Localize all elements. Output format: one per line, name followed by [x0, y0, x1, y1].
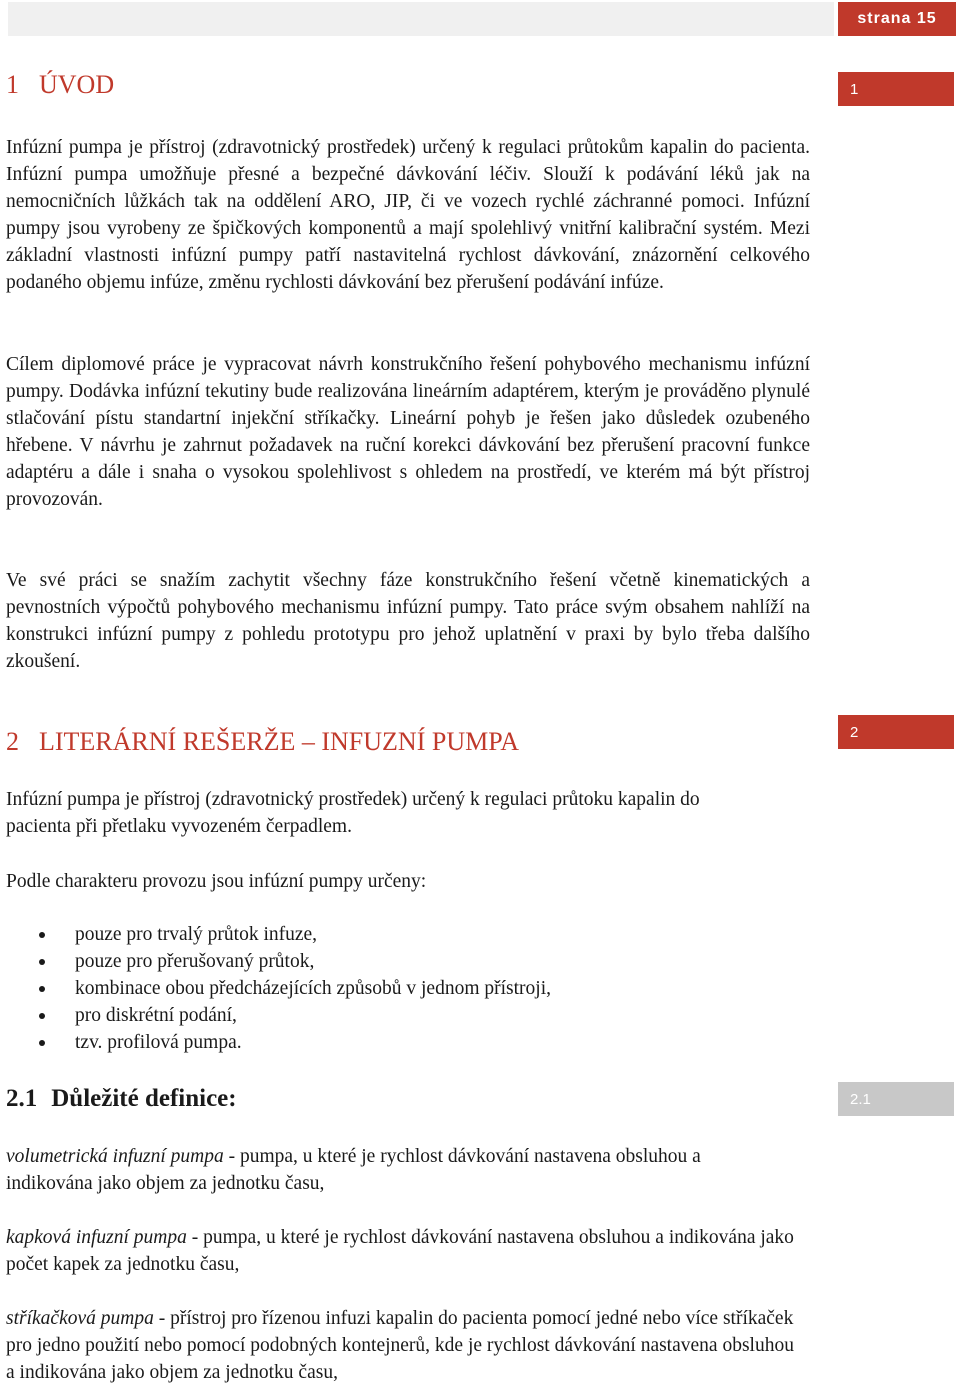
bullet-icon — [39, 959, 45, 965]
paragraph: Infúzní pumpa je přístroj (zdravotnický prostředek) určený k regulaci průtokům kapalin do pacienta. Infúzní pumpa umožňuje přesné a bezpečné dávkování léčiv. Slouží k podávání léků jak na nemocničních lůžkách tak na oddělení ARO, JIP, či ve vozech rychlé záchranné pomoci. Infúzní pumpy jsou vyrobeny ze špičkových komponentů a mají spolehlivý vnitřní kalibrační systém. Mezi základní vlastnosti infúzní pumpy patří nastavitelná rychlost dávkování, znázornění celkového podaného objemu infúze, změnu rychlosti dávkování bez přerušení podávání infúze. — [6, 137, 810, 293]
bullet-icon — [39, 986, 45, 992]
definition — [6, 1224, 796, 1278]
definition — [6, 1305, 796, 1386]
bullet-icon — [39, 932, 45, 938]
bullet-list — [6, 921, 551, 1056]
section-title: Důležité definice: — [51, 1085, 237, 1112]
paragraph: Cílem diplomové práce je vypracovat návrh konstrukčního řešení pohybového mechanismu infúzní pumpy. Dodávka infúzní tekutiny bude realizována lineárním adaptérem, kterým je prováděno plynulé stlačování pístu standartní injekční stříkačky. Lineární pohyb je řešen jako důsledek ozubeného hřebene. V návrhu je zahrnut požadavek na ruční korekci dávkování bez přerušení pracovní funkce adaptéru a dále i snaha o vysokou spolehlivost s ohledem na prostředí, ve kterém má být přístroj provozován. — [6, 354, 810, 510]
bullet-icon — [39, 1013, 45, 1019]
section-number: 2 — [6, 727, 19, 756]
list-item: pro diskrétní podání, — [6, 1002, 551, 1029]
definition-text: - pumpa, u které je rychlost dávkování nastavena obsluhou a indikována jako počet kapek za jednotku času, — [6, 1227, 794, 1275]
section-number: 1 — [6, 70, 19, 99]
definition-term: kapková infuzní pumpa — [6, 1227, 187, 1248]
list-item: pouze pro přerušovaný průtok, — [6, 948, 551, 975]
paragraph: Infúzní pumpa je přístroj (zdravotnický prostředek) určený k regulaci průtoku kapalin do pacienta při přetlaku vyvozeném čerpadlem. — [6, 789, 700, 837]
section-1-side-marker: 1 — [838, 72, 954, 106]
section-title: LITERÁRNÍ REŠERŽE – INFUZNÍ PUMPA — [39, 727, 520, 756]
section-2-1-heading — [6, 1085, 237, 1113]
list-item: tzv. profilová pumpa. — [6, 1029, 551, 1056]
definition-term: volumetrická infuzní pumpa — [6, 1146, 224, 1167]
section-title: ÚVOD — [39, 70, 115, 99]
section-2-side-marker: 2 — [838, 715, 954, 749]
definition — [6, 1143, 776, 1197]
definition-term: stříkačková pumpa — [6, 1308, 154, 1329]
section-2-heading — [6, 727, 519, 757]
list-item: pouze pro trvalý průtok infuze, — [6, 921, 551, 948]
header-bar — [8, 2, 834, 36]
section-2-1-side-marker: 2.1 — [838, 1082, 954, 1116]
definition-text: - pumpa, u které je rychlost dávkování nastavena obsluhou a indikována jako objem za jednotku času, — [6, 1146, 701, 1194]
bullet-icon — [39, 1040, 45, 1046]
section-number: 2.1 — [6, 1085, 38, 1112]
list-item: kombinace obou předcházejících způsobů v jednom přístroji, — [6, 975, 551, 1002]
paragraph: Ve své práci se snažím zachytit všechny fáze konstrukčního řešení včetně kinematických a pevnostních výpočtů pohybového mechanismu infúzní pumpy. Tato práce svým obsahem nahlíží na konstrukci infúzní pumpy z pohledu prototypu pro jehož uplatnění v praxi by bylo třeba dalšího zkoušení. — [6, 570, 810, 672]
definition-text: - přístroj pro řízenou infuzi kapalin do pacienta pomocí jedné nebo více stříkaček pro jedno použití nebo pomocí podobných kontejnerů, kde je rychlost dávkování nastavena obsluhou a indikována jako objem za jednotku času, — [6, 1308, 794, 1383]
page-number-badge: strana 15 — [838, 2, 956, 36]
list-intro: Podle charakteru provozu jsou infúzní pumpy určeny: — [6, 871, 427, 892]
section-1-heading — [6, 70, 114, 100]
